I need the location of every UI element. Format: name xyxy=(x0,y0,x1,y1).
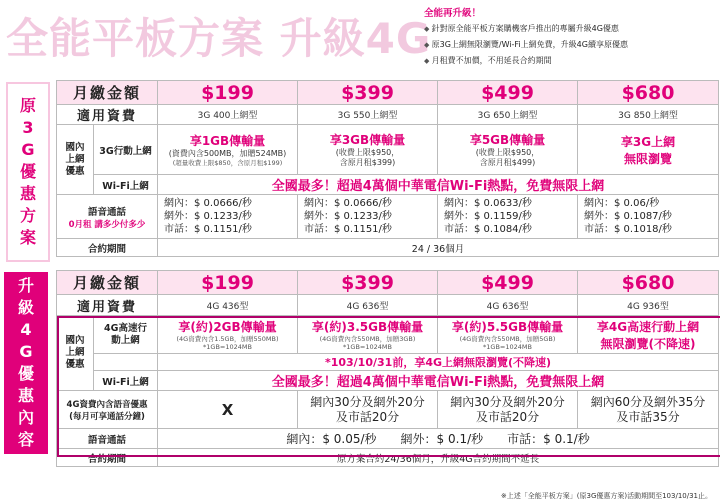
footnote: ※上述「全能平板方案」(原3G優惠方案)活動期間至103/10/31止。 xyxy=(500,492,712,500)
price-499: $499 xyxy=(438,81,578,105)
monthly-fee-label: 月繳金額 xyxy=(57,81,158,105)
wifi-label: Wi-Fi上網 xyxy=(94,371,158,391)
voice-rate: 網內：$ 0.05/秒 網外：$ 0.1/秒 市話：$ 0.1/秒 xyxy=(158,429,719,449)
wifi-offer: 全國最多！超過4萬個中華電信Wi-Fi熱點，免費無限上網 xyxy=(158,175,719,195)
contract-label: 合約期間 xyxy=(57,239,158,257)
domestic-data-label: 國內上網優惠 xyxy=(57,125,94,195)
data-allowance-cell: 享(約)5.5GB傳輸量 (4G資費內含550MB，加贈5GB) *1GB=1024MB xyxy=(438,316,578,354)
notes-heading: 全能再升級！ xyxy=(424,8,482,19)
plan-label: 適用資費 xyxy=(57,105,158,125)
voice-label-cell: 語音通話 0月租 講多少付多少 xyxy=(57,195,158,239)
note-item: ◆ 月租費不加價，不用延長合約期間 xyxy=(424,53,716,69)
price-499: $499 xyxy=(438,271,578,295)
price-680: $680 xyxy=(578,81,719,105)
plan-name: 3G 400上網型 xyxy=(158,105,298,125)
note-item: ◆ 針對原全能平板方案購機客戶推出的專屬升級4G優惠 xyxy=(424,21,716,37)
plan-name: 3G 550上網型 xyxy=(298,105,438,125)
plan-name: 3G 650上網型 xyxy=(438,105,578,125)
voice-rates: 網內：$ 0.0633/秒 網外：$ 0.1159/秒 市話：$ 0.1084/秒 xyxy=(438,195,578,239)
mobile-data-label: 3G行動上網 xyxy=(94,125,158,175)
price-399: $399 xyxy=(298,81,438,105)
contract-value: 原方案合約24/36個月，升級4G合約期間不延長 xyxy=(158,449,719,467)
data-allowance-cell: 享5GB傳輸量 (收費上限$950， 含原月租$499) xyxy=(438,125,578,175)
price-199: $199 xyxy=(158,81,298,105)
data-allowance-cell: 享3GB傳輸量 (收費上限$950， 含原月租$399) xyxy=(298,125,438,175)
contract-value: 24 / 36個月 xyxy=(158,239,719,257)
page-title: 全能平板方案 升級4G xyxy=(6,14,432,63)
section2-side-label: 升級4G優惠內容 xyxy=(4,272,48,454)
voice-included-minutes: 網內60分及網外35分及市話35分 xyxy=(578,391,719,429)
data-allowance-cell: 享(約)3.5GB傳輸量 (4G資費內含550MB，加贈3GB) *1GB=1024MB xyxy=(298,316,438,354)
plan-label: 適用資費 xyxy=(57,295,158,316)
original-3g-table xyxy=(56,80,719,257)
voice-label: 語音通話 xyxy=(57,429,158,449)
plan-name: 4G 936型 xyxy=(578,295,719,316)
data-allowance-cell: 享1GB傳輸量 (資費內含500MB，加贈524MB) (超量收費上限$850，含原月租$199) xyxy=(158,125,298,175)
contract-label: 合約期間 xyxy=(57,449,158,467)
mobile-data-label: 4G高速行動上網 xyxy=(94,316,158,354)
price-399: $399 xyxy=(298,271,438,295)
wifi-offer: 全國最多！超過4萬個中華電信Wi-Fi熱點，免費無限上網 xyxy=(158,371,719,391)
plan-name: 4G 436型 xyxy=(158,295,298,316)
plan-name: 4G 636型 xyxy=(298,295,438,316)
upgrade-4g-table xyxy=(56,270,719,467)
monthly-fee-label: 月繳金額 xyxy=(57,271,158,295)
voice-rates: 網內：$ 0.0666/秒 網外：$ 0.1233/秒 市話：$ 0.1151/秒 xyxy=(158,195,298,239)
plan-name: 4G 636型 xyxy=(438,295,578,316)
voice-included-none: X xyxy=(158,391,298,429)
section1-side-label: 原3G優惠方案 xyxy=(6,82,50,262)
data-allowance-cell: 享(約)2GB傳輸量 (4G資費內含1.5GB，加贈550MB) *1GB=1024MB xyxy=(158,316,298,354)
voice-rates: 網內：$ 0.06/秒 網外：$ 0.1087/秒 市話：$ 0.1018/秒 xyxy=(578,195,719,239)
data-allowance-cell: 享4G高速行動上網 無限瀏覽(不降速) xyxy=(578,316,719,354)
wifi-label: Wi-Fi上網 xyxy=(94,175,158,195)
voice-included-minutes: 網內30分及網外20分及市話20分 xyxy=(298,391,438,429)
upgrade-notes xyxy=(424,6,716,69)
voice-included-label-cell: 4G資費內含語音優惠 (每月可享通話分鐘) xyxy=(57,391,158,429)
note-item: ◆ 原3G上網無限瀏覽/Wi-Fi上網免費，升級4G續享原優惠 xyxy=(424,37,716,53)
price-199: $199 xyxy=(158,271,298,295)
domestic-data-label: 國內上網優惠 xyxy=(57,316,94,391)
promo-unlimited-note: *103/10/31前，享4G上網無限瀏覽(不降速) xyxy=(158,354,719,371)
voice-rates: 網內：$ 0.0666/秒 網外：$ 0.1233/秒 市話：$ 0.1151/秒 xyxy=(298,195,438,239)
price-680: $680 xyxy=(578,271,719,295)
voice-included-minutes: 網內30分及網外20分及市話20分 xyxy=(438,391,578,429)
plan-name: 3G 850上網型 xyxy=(578,105,719,125)
data-allowance-cell: 享3G上網 無限瀏覽 xyxy=(578,125,719,175)
